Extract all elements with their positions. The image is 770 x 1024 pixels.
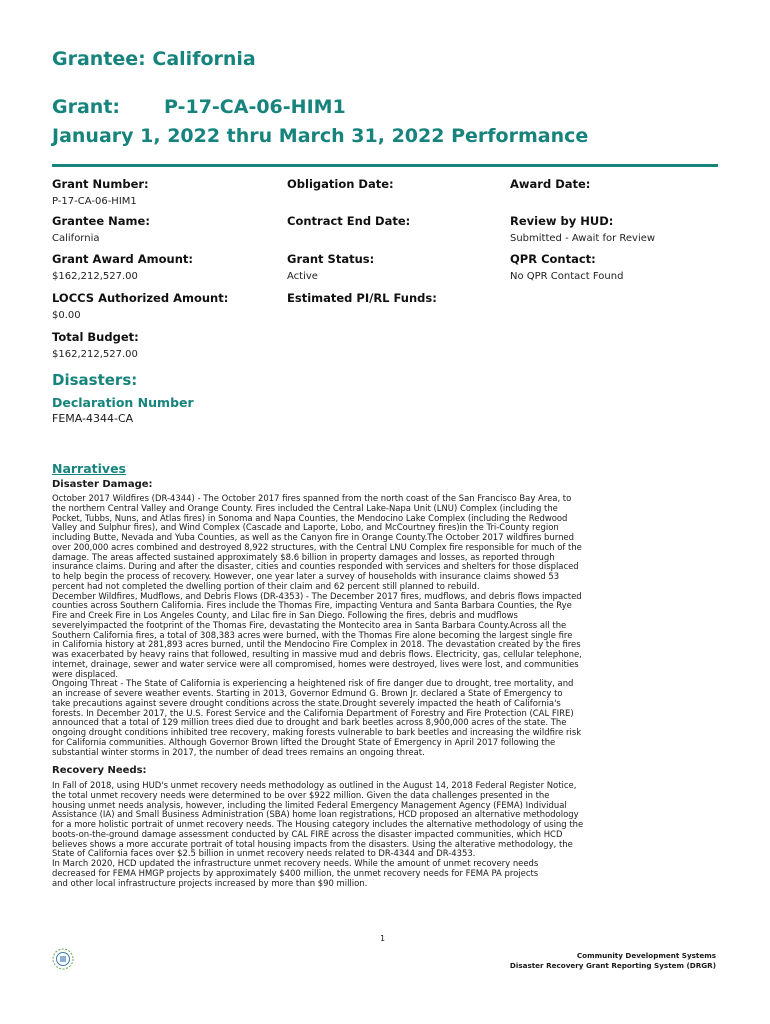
- recovery-needs-heading: Recovery Needs:: [52, 765, 147, 776]
- footer-line-1: Community Development Systems: [576, 951, 716, 960]
- field-label: Award Date:: [510, 177, 591, 191]
- field-total-budget: [52, 330, 139, 360]
- performance-period: January 1, 2022 thru March 31, 2022 Performance: [52, 125, 589, 147]
- field-estimated-pirl-funds: [287, 291, 437, 310]
- field-label: Review by HUD:: [510, 214, 614, 228]
- field-value: Active: [287, 271, 318, 282]
- field-value: $162,212,527.00: [52, 271, 138, 282]
- field-value: $162,212,527.00: [52, 349, 138, 360]
- declaration-number-heading: Declaration Number: [52, 395, 194, 410]
- field-qpr-contact: [510, 252, 623, 282]
- header-divider: [52, 164, 718, 167]
- disasters-heading: Disasters:: [52, 371, 138, 389]
- footer: [510, 951, 716, 970]
- field-grant-status: [287, 252, 374, 282]
- field-label: QPR Contact:: [510, 252, 596, 266]
- field-label: Obligation Date:: [287, 177, 394, 191]
- field-grant-number: [52, 177, 149, 207]
- page-number: 1: [380, 934, 386, 943]
- grantee-value: California: [152, 48, 256, 70]
- grant-value: P-17-CA-06-HIM1: [164, 96, 346, 118]
- grant-label: Grant:: [52, 96, 120, 118]
- field-value: No QPR Contact Found: [510, 271, 624, 282]
- grant-heading: [52, 96, 346, 118]
- grantee-label: Grantee:: [52, 48, 146, 70]
- field-award-date: [510, 177, 590, 196]
- field-label: Estimated PI/RL Funds:: [287, 291, 437, 305]
- field-value: $0.00: [52, 310, 81, 321]
- field-grant-award-amount: [52, 252, 193, 282]
- hud-seal-icon: [52, 948, 74, 970]
- recovery-needs-text: In Fall of 2018, using HUD's unmet recovery needs methodology as outlined in the August 14, 2018 Federal Register Notice, the total unmet recovery needs were determined to be over $922 million. Given the data challenges presented in the housing unmet needs analysis, however, including the limited Federal Emergency Management Agency (FEMA) Individual Assistance (IA) and Small Business Administration (SBA) home loan registrations, HCD proposed an alternative methodology for a more holistic portrait of unmet recovery needs. The Housing category includes the alternative methodology of using the boots-on-the-ground damage assessment conducted by CAL FIRE across the disaster impacted communities, which HCD believes shows a more accurate portrait of total housing impacts from the disasters. Using the alterative methodology, the State of California faces over $2.5 billion in unmet recovery needs related to DR-4344 and DR-4353. In March 2020, HCD updated the infrastructure unmet recovery needs. While the amount of unmet recovery needs decreased for FEMA HMGP projects by approximately $400 million, the unmet recovery needs for FEMA PA projects and other local infrastructure projects increased by more than $90 million.: [52, 780, 584, 888]
- field-label: LOCCS Authorized Amount:: [52, 291, 229, 305]
- disaster-damage-text: October 2017 Wildfires (DR-4344) - The October 2017 fires spanned from the north coast of the San Francisco Bay Area, to the northern Central Valley and Orange County. Fires included the Central Lake-Napa Unit (LNU) Complex (including the Pocket, Tubbs, Nuns, and Atlas fires) in Sonoma and Napa Counties, the Mendocino Lake Complex (including the Redwood Valley and Sulphur fires), and Wind Complex (Cascade and Laporte, Lobo, and McCourtney fires)in the Tri-County region including Butte, Nevada and Yuba Counties, as well as the Canyon fire in Orange County.The October 2017 wildfires burned over 200,000 acres combined and destroyed 8,922 structures, with the Central LNU Complex fire responsible for much of the damage. The areas affected sustained approximately $8.6 billion in property damages and losses, as reported through insurance claims. During and after the disaster, cities and counties responded with services and shelters for those displaced to help begin the process of recovery. However, one year later a survey of households with insurance claims showed 53 percent had not completed the dwelling portion of their claim and 62 percent still planned to rebuild. December Wildfires, Mudflows, and Debris Flows (DR-4353) - The December 2017 fires, mudflows, and debris flows impacted counties across Southern California. Fires include the Thomas Fire, impacting Ventura and Santa Barbara Counties, the Rye Fire and Creek Fire in Los Angeles County, and Lilac fire in San Diego. Following the fires, debris and mudflows severelyimpacted the footprint of the Thomas Fire, devastating the Montecito area in Santa Barbara County.Across all the Southern California fires, a total of 308,383 acres were burned, with the Thomas Fire alone becoming the largest single fire in California history at 281,893 acres burned, until the Mendocino Fire Complex in 2018. The devastation created by the fires was exacerbated by heavy rains that followed, resulting in massive mud and debris flows. Electricity, gas, cellular telephone, internet, drainage, sewer and water service were all compromised, homes were destroyed, lives were lost, and communities were displaced. Ongoing Threat - The State of California is experiencing a heightened risk of fire danger due to drought, tree mortality, and an increase of severe weather events. Starting in 2013, Governor Edmund G. Brown Jr. declared a State of Emergency to take precautions against severe drought conditions across the state.Drought severely impacted the heath of California's forests. In December 2017, the U.S. Forest Service and the California Department of Forestry and Fire Protection (CAL FIRE) announced that a total of 129 million trees died due to drought and bark beetles across 8,900,000 acres of the state. The ongoing drought conditions inhibited tree recovery, making forests vulnerable to bark beetles and increasing the wildfire risk for California communities. Although Governor Brown lifted the Drought State of Emergency in April 2017 following the substantial winter storms in 2017, the number of dead trees remains an ongoing threat.: [52, 493, 582, 757]
- field-grantee-name: [52, 214, 150, 244]
- field-label: Grant Award Amount:: [52, 252, 194, 266]
- field-label: Total Budget:: [52, 330, 139, 344]
- grantee-heading: [52, 48, 256, 70]
- field-review-by-hud: [510, 214, 655, 244]
- declaration-number-value: FEMA-4344-CA: [52, 412, 134, 425]
- field-label: Grantee Name:: [52, 214, 150, 228]
- field-label: Grant Status:: [287, 252, 375, 266]
- field-label: Contract End Date:: [287, 214, 411, 228]
- field-value: P-17-CA-06-HIM1: [52, 196, 137, 207]
- narratives-heading: Narratives: [52, 461, 126, 476]
- field-value: California: [52, 233, 100, 244]
- field-loccs-authorized-amount: [52, 291, 228, 321]
- field-obligation-date: [287, 177, 394, 196]
- footer-line-2: Disaster Recovery Grant Reporting System (DRGR): [509, 960, 716, 970]
- field-contract-end-date: [287, 214, 410, 233]
- field-label: Grant Number:: [52, 177, 149, 191]
- disaster-damage-heading: Disaster Damage:: [52, 479, 153, 490]
- field-value: Submitted - Await for Review: [510, 233, 656, 244]
